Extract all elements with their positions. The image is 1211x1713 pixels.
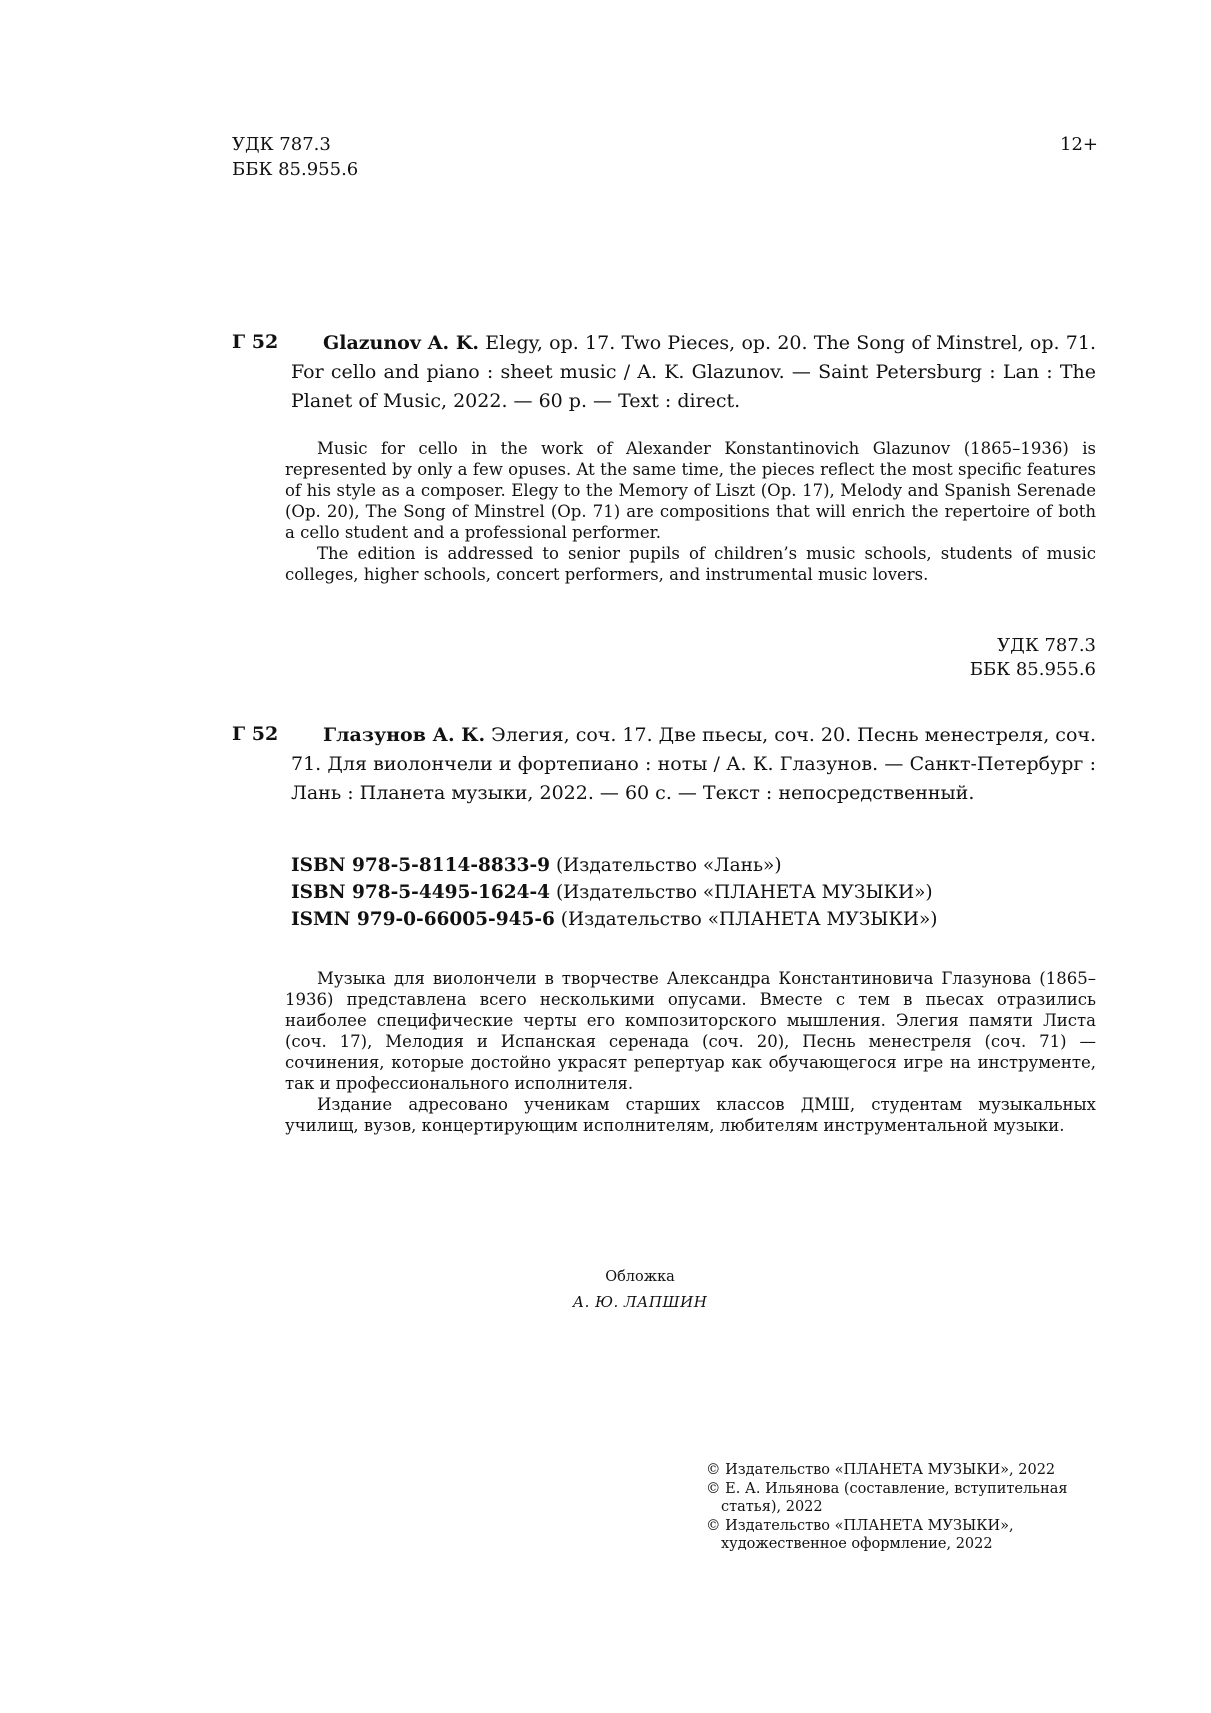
english-entry-author: Glazunov A. K.	[323, 332, 480, 354]
ismn-number: ISMN 979-0-66005-945-6	[291, 909, 555, 930]
english-entry	[291, 329, 1096, 416]
classification-udk: УДК 787.3	[997, 635, 1096, 656]
isbn-publisher: (Издательство «Лань»)	[555, 855, 782, 876]
header-udk: УДК 787.3	[232, 134, 331, 155]
isbn-lan	[291, 852, 938, 879]
ismn-planeta	[291, 906, 938, 933]
russian-entry-text	[291, 721, 1096, 808]
header-bbk: ББК 85.955.6	[232, 159, 359, 180]
russian-entry-author: Глазунов А. К.	[323, 724, 486, 746]
isbn-block	[291, 852, 938, 933]
isbn-number: ISBN 978-5-8114-8833-9	[291, 855, 551, 876]
russian-abstract-paragraph-2: Издание адресовано ученикам старших классов ДМШ, студентам музыкальных училищ, вузов, концертирующим исполнителям, любителям инструментальной музыки.	[285, 1095, 1096, 1135]
isbn-publisher: (Издательство «ПЛАНЕТА МУЗЫКИ»)	[555, 882, 933, 903]
english-abstract	[285, 438, 1096, 585]
copyright-item: © Е. А. Ильянова (составление, вступительная статья), 2022	[706, 1480, 1068, 1515]
cover-credit-name: А. Ю. ЛАПШИН	[572, 1293, 708, 1311]
isbn-planeta	[291, 879, 938, 906]
classification-bbk: ББК 85.955.6	[969, 659, 1096, 680]
ismn-publisher: (Издательство «ПЛАНЕТА МУЗЫКИ»)	[560, 909, 938, 930]
english-entry-text	[291, 329, 1096, 416]
russian-entry	[291, 721, 1096, 808]
cover-credit	[480, 1265, 800, 1315]
copyright-item: © Издательство «ПЛАНЕТА МУЗЫКИ», 2022	[706, 1462, 1056, 1478]
russian-abstract	[285, 968, 1096, 1136]
english-entry-code: Г 52	[232, 331, 279, 353]
age-rating: 12+	[1060, 134, 1098, 155]
russian-entry-description: Элегия, соч. 17. Две пьесы, соч. 20. Песнь менестреля, соч. 71. Для виолончели и фортепиано : ноты / А. К. Глазунов. — Санкт-Петербург : Лань : Планета музыки, 2022. — 60 с. — Текст : непосредственный.	[291, 724, 1096, 804]
english-entry-description: Elegy, op. 17. Two Pieces, op. 20. The Song of Minstrel, op. 71. For cello and piano : sheet music / A. K. Glazunov. — Saint Petersburg : Lan : The Planet of Music, 2022. — 60 p. — Text : direct.	[291, 332, 1096, 412]
english-abstract-paragraph-2: The edition is addressed to senior pupils of children’s music schools, students of music colleges, higher schools, concert performers, and instrumental music lovers.	[285, 544, 1096, 584]
english-abstract-paragraph-1: Music for cello in the work of Alexander Konstantinovich Glazunov (1865–1936) is represented by only a few opuses. At the same time, the pieces reflect the most specific features of his style as a composer. Elegy to the Memory of Liszt (Op. 17), Melody and Spanish Serenade (Op. 20), The Song of Minstrel (Op. 71) are compositions that will enrich the repertoire of both a cello student and a professional performer.	[285, 439, 1096, 542]
russian-abstract-paragraph-1: Музыка для виолончели в творчестве Александра Константиновича Глазунова (1865–1936) представлена всего несколькими опусами. Вместе с тем в пьесах отразились наиболее специфические черты его композиторского мышления. Элегия памяти Листа (соч. 17), Мелодия и Испанская серенада (соч. 20), Песнь менестреля (соч. 71) — сочинения, которые достойно украсят репертуар как обучающегося игре на инструменте, так и профессионального исполнителя.	[285, 969, 1096, 1093]
russian-entry-code: Г 52	[232, 723, 279, 745]
cover-credit-label: Обложка	[605, 1269, 675, 1285]
classification-right	[850, 634, 1096, 682]
copyright-block	[706, 1461, 1096, 1554]
copyright-item: © Издательство «ПЛАНЕТА МУЗЫКИ», художественное оформление, 2022	[706, 1517, 1014, 1552]
isbn-number: ISBN 978-5-4495-1624-4	[291, 882, 551, 903]
